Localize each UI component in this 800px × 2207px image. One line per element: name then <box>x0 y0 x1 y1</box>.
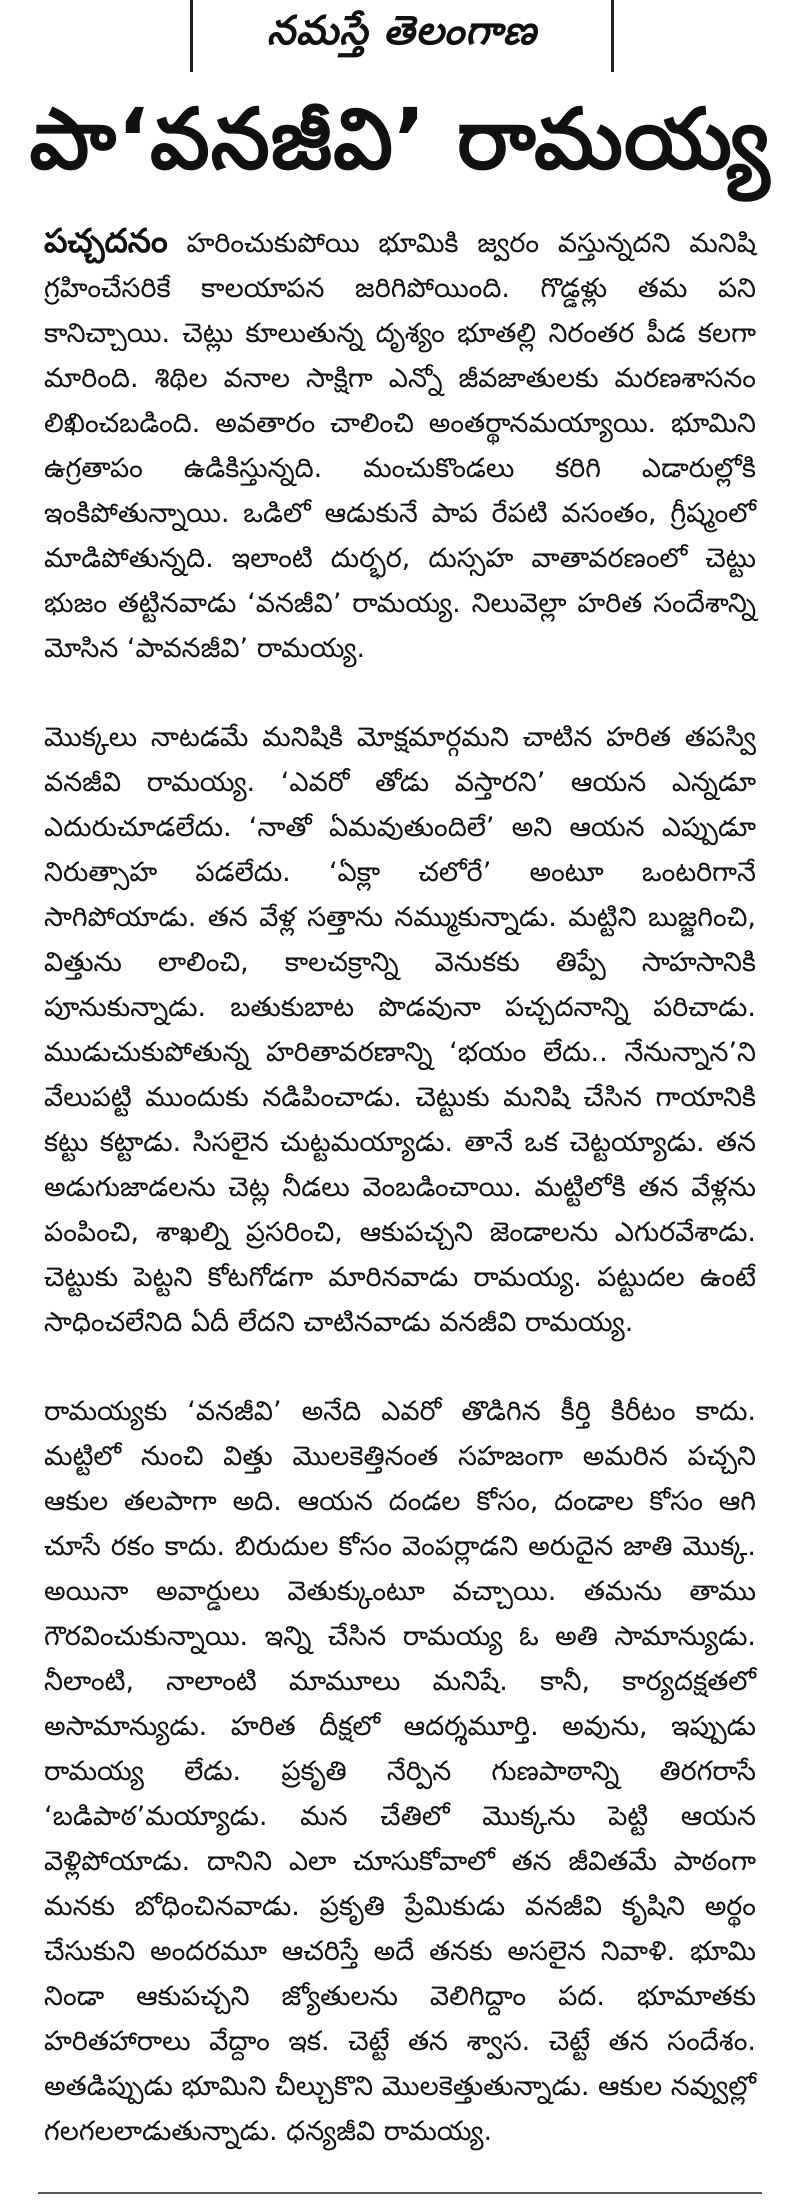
article-body <box>44 218 756 2154</box>
masthead <box>190 0 614 72</box>
bottom-divider <box>38 2192 762 2194</box>
paragraph-2: మొక్కలు నాటడమే మనిషికి మోక్షమార్గమని చాటిన హరిత తపస్వి వనజీవి రామయ్య. ‘ఎవరో తోడు వస్తారని’ ఆయన ఎన్నడూ ఎదురుచూడలేదు. ‘నాతో ఏమవుతుందిలే’ అని ఆయన ఎప్పుడూ నిరుత్సాహ పడలేదు. ‘ఏక్లా చలోరే’ అంటూ ఒంటరిగానే సాగిపోయాడు. తన వేళ్ల సత్తాను నమ్ముకున్నాడు. మట్టిని బుజ్జగించి, విత్తును లాలించి, కాలచక్రాన్ని వెనుకకు తిప్పే సాహసానికి పూనుకున్నాడు. బతుకుబాట పొడవునా పచ్చదనాన్ని పరిచాడు. ముడుచుకుపోతున్న హరితావరణాన్ని ‘భయం లేదు.. నేనున్నాన’ని వేలుపట్టి ముందుకు నడిపించాడు. చెట్టుకు మనిషి చేసిన గాయానికి కట్టు కట్టాడు. సిసలైన చుట్టమయ్యాడు. తానే ఒక చెట్టయ్యాడు. తన అడుగుజాడలను చెట్ల నీడలు వెంబడించాయి. మట్టిలోకి తన వేళ్లను పంపించి, శాఖల్ని ప్రసరించి, ఆకుపచ్చని జెండాలను ఎగురవేశాడు. చెట్టుకు పెట్టని కోటగోడగా మారినవాడు రామయ్య. పట్టుదల ఉంటే సాధించలేనిది ఏదీ లేదని చాటినవాడు వనజీవి రామయ్య. <box>44 722 756 1338</box>
headline: పా‘వనజీవి’ రామయ్య <box>29 90 771 188</box>
paragraph-1 <box>44 218 756 671</box>
masthead-title: నమస్తే తెలంగాణ <box>266 8 538 54</box>
paragraph-1-text: హరించుకుపోయి భూమికి జ్వరం వస్తున్నదని మనిషి గ్రహించేసరికే కాలయాపన జరిగిపోయింది. గొడ్డళ్లు తమ పని కానిచ్చాయి. చెట్లు కూలుతున్న దృశ్యం భూతల్లి నిరంతర పీడ కలగా మారింది. శిథిల వనాల సాక్షిగా ఎన్నో జీవజాతులకు మరణశాసనం లిఖించబడింది. అవతారం చాలించి అంతర్థానమయ్యాయి. భూమిని ఉగ్రతాపం ఉడికిస్తున్నది. మంచుకొండలు కరిగి ఎడారుల్లోకి ఇంకిపోతున్నాయి. ఒడిలో ఆడుకునే పాప రేపటి వసంతం, గ్రీష్మంలో మాడిపోతున్నది. ఇలాంటి దుర్భర, దుస్సహ వాతావరణంలో చెట్టు భుజం తట్టినవాడు ‘వనజీవి’ రామయ్య. నిలువెల్లా హరిత సందేశాన్ని మోసిన ‘పావనజీవి’ రామయ్య. <box>44 228 756 664</box>
lead-word: పచ్చదనం <box>44 221 168 260</box>
paragraph-3: రామయ్యకు ‘వనజీవి’ అనేది ఎవరో తొడిగిన కీర్తి కిరీటం కాదు. మట్టిలో నుంచి విత్తు మొలకెత్తినంత సహజంగా అమరిన పచ్చని ఆకుల తలపాగా అది. ఆయన దండల కోసం, దండాల కోసం ఆగి చూసే రకం కాదు. బిరుదుల కోసం వెంపర్లాడని అరుదైన జాతి మొక్క. అయినా అవార్డులు వెతుక్కుంటూ వచ్చాయి. తమను తాము గౌరవించుకున్నాయి. ఇన్ని చేసిన రామయ్య ఓ అతి సామాన్యుడు. నీలాంటి, నాలాంటి మామూలు మనిషే. కానీ, కార్యదక్షతలో అసామాన్యుడు. హరిత దీక్షలో ఆదర్శమూర్తి. అవును, ఇప్పుడు రామయ్య లేడు. ప్రకృతి నేర్పిన గుణపాఠాన్ని తిరగరాసే ‘బడిపాఠ’మయ్యాడు. మన చేతిలో మొక్కను పెట్టి ఆయన వెళ్లిపోయాడు. దానిని ఎలా చూసుకోవాలో తన జీవితమే పాఠంగా మనకు బోధించినవాడు. ప్రకృతి ప్రేమికుడు వనజీవి కృషిని అర్థం చేసుకుని అందరమూ ఆచరిస్తే అదే తనకు అసలైన నివాళి. భూమి నిండా ఆకుపచ్చని జ్యోతులను వెలిగిద్దాం పద. భూమాతకు హరితహారాలు వేద్దాం ఇక. చెట్టే తన శ్వాస. చెట్టే తన సందేశం. అతడిప్పుడు భూమిని చీల్చుకొని మొలకెత్తుతున్నాడు. ఆకుల నవ్వుల్లో గలగలలాడుతున్నాడు. ధన్యజీవి రామయ్య. <box>44 1396 756 2147</box>
